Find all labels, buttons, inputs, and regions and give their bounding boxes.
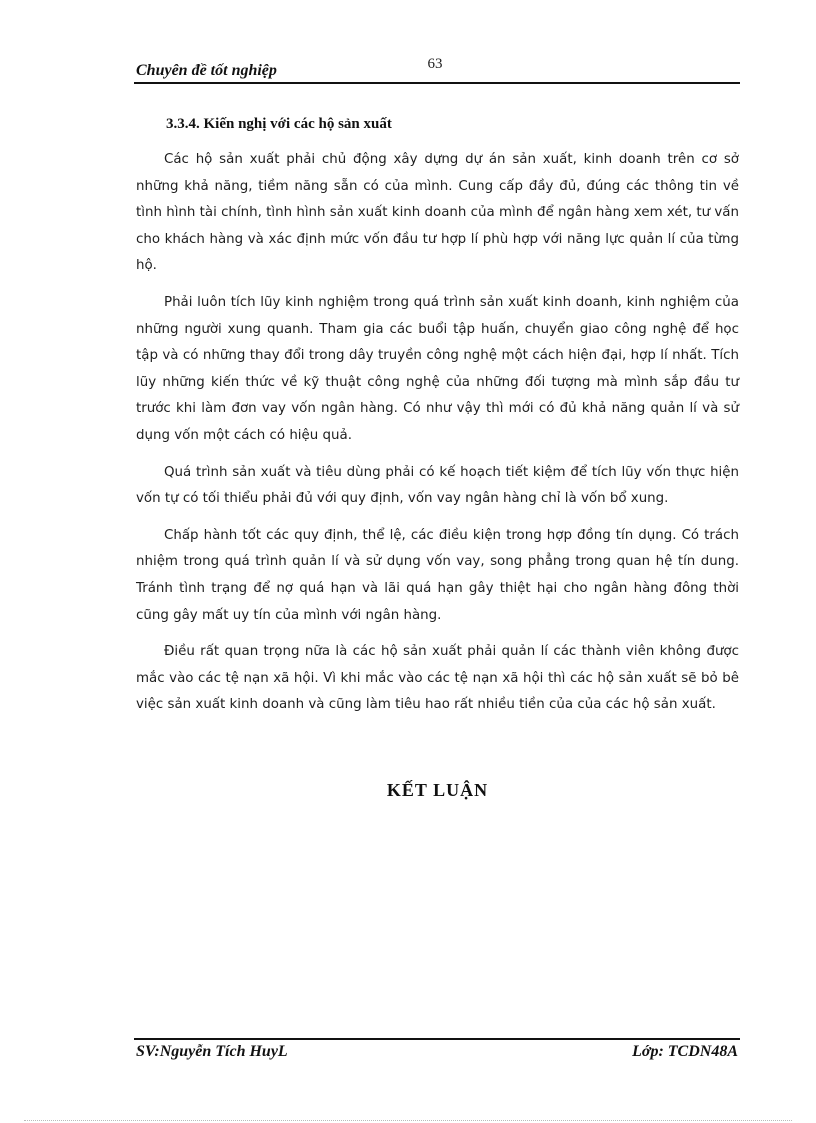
- footer-class: Lớp: TCDN48A: [632, 1043, 738, 1060]
- body-paragraph-3: Quá trình sản xuất và tiêu dùng phải có kế hoạch tiết kiệm để tích lũy vốn thực hiện vốn tự có tối thiểu phải đủ với quy định, vốn vay ngân hàng chỉ là vốn bổ xung.: [136, 464, 739, 507]
- header-divider: [134, 82, 740, 84]
- footer-student-name: SV:Nguyễn Tích HuyL: [136, 1043, 288, 1060]
- conclusion-heading: KẾT LUẬN: [386, 780, 489, 800]
- running-header-title: Chuyên đề tốt nghiệp: [136, 62, 277, 79]
- section-heading: 3.3.4. Kiến nghị với các hộ sản xuất: [166, 116, 392, 132]
- body-paragraph-2: Phải luôn tích lũy kinh nghiệm trong quá trình sản xuất kinh doanh, kinh nghiệm của những người xung quanh. Tham gia các buổi tập huấn, chuyển giao công nghệ để học tập và có những thay đổi trong dây truyền công nghệ một cách hiện đại, hợp lí nhất. Tích lũy những kiến thức về kỹ thuật công nghệ của những đối tượng mà mình sắp đầu tư trước khi làm đơn vay vốn ngân hàng. Có như vậy thì mới có đủ khả năng quản lí và sử dụng vốn một cách có hiệu quả.: [136, 294, 739, 443]
- footer-divider: [134, 1038, 740, 1040]
- body-paragraph-5: Điều rất quan trọng nữa là các hộ sản xuất phải quản lí các thành viên không được mắc vào các tệ nạn xã hội. Vì khi mắc vào các tệ nạn xã hội thì các hộ sản xuất sẽ bỏ bê việc sản xuất kinh doanh và cũng làm tiêu hao rất nhiều tiền của của các hộ sản xuất.: [136, 644, 739, 713]
- page-number: 63: [427, 56, 443, 72]
- section-body: [136, 147, 739, 729]
- page-bottom-border: [24, 1120, 792, 1121]
- body-paragraph-1: Các hộ sản xuất phải chủ động xây dựng dự án sản xuất, kinh doanh trên cơ sở những khả năng, tiềm năng sẵn có của mình. Cung cấp đầy đủ, đúng các thông tin về tình hình tài chính, tình hình sản xuất kinh doanh của mình để ngân hàng xem xét, tư vấn cho khách hàng và xác định mức vốn đầu tư hợp lí phù hợp với năng lực quản lí của từng hộ.: [136, 152, 739, 274]
- body-paragraph-4: Chấp hành tốt các quy định, thể lệ, các điều kiện trong hợp đồng tín dụng. Có trách nhiệm trong quá trình quản lí và sử dụng vốn vay, song phẳng trong quan hệ tín dung. Tránh tình trạng để nợ quá hạn và lãi quá hạn gây thiệt hại cho ngân hàng đông thời cũng gây mất uy tín của mình với ngân hàng.: [136, 527, 739, 623]
